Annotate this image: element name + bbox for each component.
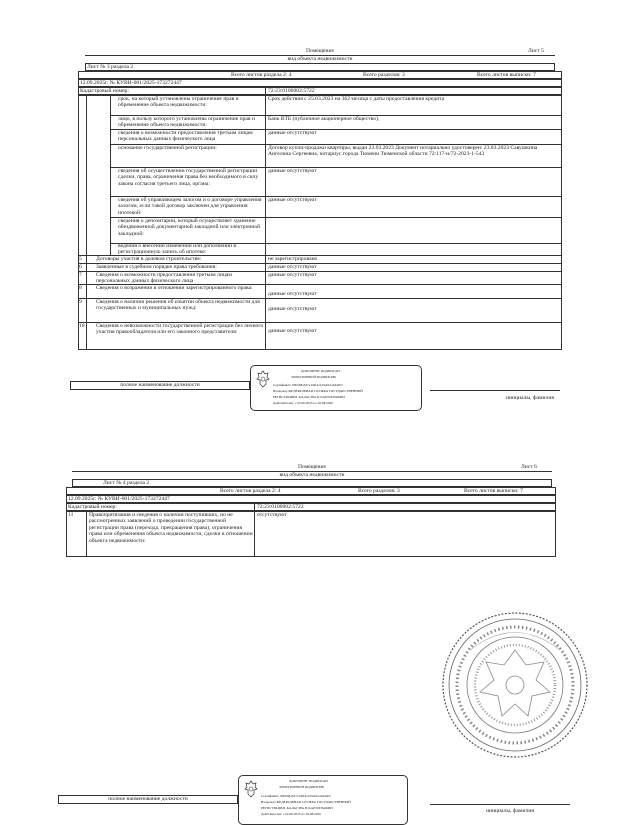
row-value: данные отсутствуют (268, 272, 317, 278)
stamp-line: РЕГИСТРАЦИИ, КАДАСТРА И КАРТОГРАФИИ (273, 395, 345, 399)
header-row-4 (78, 87, 562, 95)
total-sheets-section: Всего листов раздела 2: 4 (220, 487, 281, 494)
sig-position-label: полное наименование должности (108, 796, 188, 802)
row-label: сведения об осуществлении государственной регистрации сделки, права, ограничения права без необходимого в силу закона согласия третьего лица, органа: (118, 168, 259, 187)
row-label: Сведения о возможности предоставления третьим лицам персональных данных физического лица (96, 272, 232, 285)
cadastral-label: Кадастровый номер: (68, 503, 117, 510)
row-label: срок, на который установлены ограничение прав и обременение объекта недвижимости: (118, 96, 239, 109)
row-label: Заявленные в судебном порядке права требования: (96, 264, 217, 270)
total-sections: Всего разделов: 3 (363, 71, 405, 78)
object-title: Помещение (297, 464, 326, 470)
cadastral-value: 72:23:0106002:5722 (257, 503, 304, 510)
date-number: 12.09.2025г. № КУВИ-001/2025-173272447 (68, 495, 170, 502)
cadastral-value: 72:23:0106002:5722 (268, 87, 315, 94)
stamp-line: Действителен: с 02.06.2025 по 26.08.2026 (273, 401, 333, 405)
stamp-line: ЭЛЕКТРОННОЙ ПОДПИСЬЮ (291, 375, 337, 379)
cadastral-label: Кадастровый номер: (80, 87, 129, 94)
sheet-no: Лист № 3 раздела 2 (87, 63, 134, 70)
row-number: 10 (79, 323, 85, 329)
stamp-line: Владелец: ФЕДЕРАЛЬНАЯ СЛУЖБА ГОСУДАРСТВЕННОЙ (261, 800, 351, 804)
row-number: 11 (68, 512, 74, 518)
stamp-line: ДОКУМЕНТ ПОДПИСАН (289, 779, 328, 783)
header-row-1 (85, 63, 555, 71)
row-value: данные отсутствуют (268, 130, 317, 136)
object-subtitle: вид объекта недвижимости (287, 56, 353, 62)
row-label: Сведения о возражении в отношении зарегистрированного права: (96, 285, 253, 291)
stamp-line: ДОКУМЕНТ ПОДПИСАН (301, 369, 340, 373)
row-value: Банк ВТБ (публичное акционерное общество), (268, 116, 380, 122)
object-title: Помещение (305, 48, 334, 54)
date-number: 12.09.2025г. № КУВИ-001/2025-173272447 (80, 79, 182, 86)
e-signature-stamp (250, 365, 422, 411)
row-value: данные отсутствуют (268, 197, 317, 203)
row-label: ведения о внесении изменений или дополнений в регистрационную запись об ипотеке: (118, 243, 236, 256)
object-subtitle: вид объекта недвижимости (279, 472, 345, 478)
row-value: не зарегистрировано (268, 256, 318, 262)
row-value: данные отсутствуют (268, 168, 317, 174)
total-sheets-extract: Всего листов выписки: 7 (464, 487, 523, 494)
row-label: Правопритязания и сведения о наличии поступивших, но не рассмотренных заявлений о проведении государственной регистрации права (перехода, прекращения права), ограничения права или обременения объекта недвижимости, сделки в отношении объекта недвижимости: (89, 512, 253, 544)
stamp-line: Владелец: ФЕДЕРАЛЬНАЯ СЛУЖБА ГОСУДАРСТВЕННОЙ (273, 389, 363, 393)
total-sheets-extract: Всего листов выписки: 7 (477, 71, 536, 78)
official-seal-icon (440, 610, 590, 760)
row-number: 5 (79, 256, 82, 262)
row-value: данные отсутствуют (268, 291, 317, 297)
stamp-line: РЕГИСТРАЦИИ, КАДАСТРА И КАРТОГРАФИИ (261, 806, 333, 810)
stamp-line: Действителен: с 02.06.2025 по 26.08.2026 (261, 812, 321, 816)
total-sections: Всего разделов: 3 (358, 487, 400, 494)
total-sheets-section: Всего листов раздела 2: 4 (231, 71, 292, 78)
header-row-4 (66, 503, 556, 511)
sig-name-label: инициалы, фамилия (486, 808, 534, 814)
row-label: Сведения о невозможности государственной регистрации без личного участия правообладателя или его законного представителя: (96, 323, 264, 336)
emblem-icon (256, 370, 270, 388)
row-label: сведения о депозитарии, который осуществляет хранение обездвиженной документарной закладной или электронной закладной: (118, 218, 261, 237)
row-label: Договоры участия в долевом строительстве: (96, 256, 202, 262)
row-label: лицо, в пользу которого установлены ограничение прав и обременение объекта недвижимости: (118, 116, 255, 129)
row-number: 8 (79, 285, 82, 291)
row-value: Срок действия с 25.03.2023 на 362 месяца с даты предоставления кредита (268, 96, 445, 102)
row-value: данные отсутствуют (268, 264, 317, 270)
e-signature-stamp (238, 775, 408, 825)
sig-name-label: инициалы, фамилия (506, 395, 554, 401)
row-label: сведения о возможности предоставления третьим лицам персональных данных физического лица (118, 130, 253, 143)
sheet-no: Лист № 4 раздела 2 (103, 479, 150, 486)
sheet-label: Лист 5 (528, 48, 544, 54)
row-label: основание государственной регистрации: (118, 145, 217, 151)
row-value: данные отсутствуют (268, 328, 317, 334)
row-value: данные отсутствуют (268, 306, 317, 312)
row-number: 9 (79, 299, 82, 305)
stamp-line: Сертификат: 00b0b8a5d7e1a9f4c2d3e6b1a04a0b5 (261, 794, 331, 798)
row-label: сведения об управляющем залогом и о договоре управления залогом, если такой договор заключен для управления ипотекой: (118, 197, 262, 216)
row-number: 6 (79, 264, 82, 270)
row-value: отсутствуют (257, 512, 287, 518)
sig-position-label: полное наименование должности (120, 382, 200, 388)
stamp-line: Сертификат: 00b0b8a5d7e1a9f4c2d3e6b1a04a0b5 (273, 383, 343, 387)
emblem-icon (244, 780, 258, 798)
stamp-line: ЭЛЕКТРОННОЙ ПОДПИСЬЮ (279, 785, 325, 789)
row-value: Договор купли-продажи квартиры, выдан 23.03.2023 Документ нотариально удостоверен: 23.03.2023 Савушкина Ангелина Сергеевна, нотариус города Тюмени Тюменской области 72/117-н/72-2023-1-543 (268, 145, 538, 158)
sheet-label: Лист 6 (521, 464, 537, 470)
row-label: Сведения о наличии решения об изъятии объекта недвижимости для государственных и муниципальных нужд: (96, 299, 260, 312)
row-number: 7 (79, 272, 82, 278)
